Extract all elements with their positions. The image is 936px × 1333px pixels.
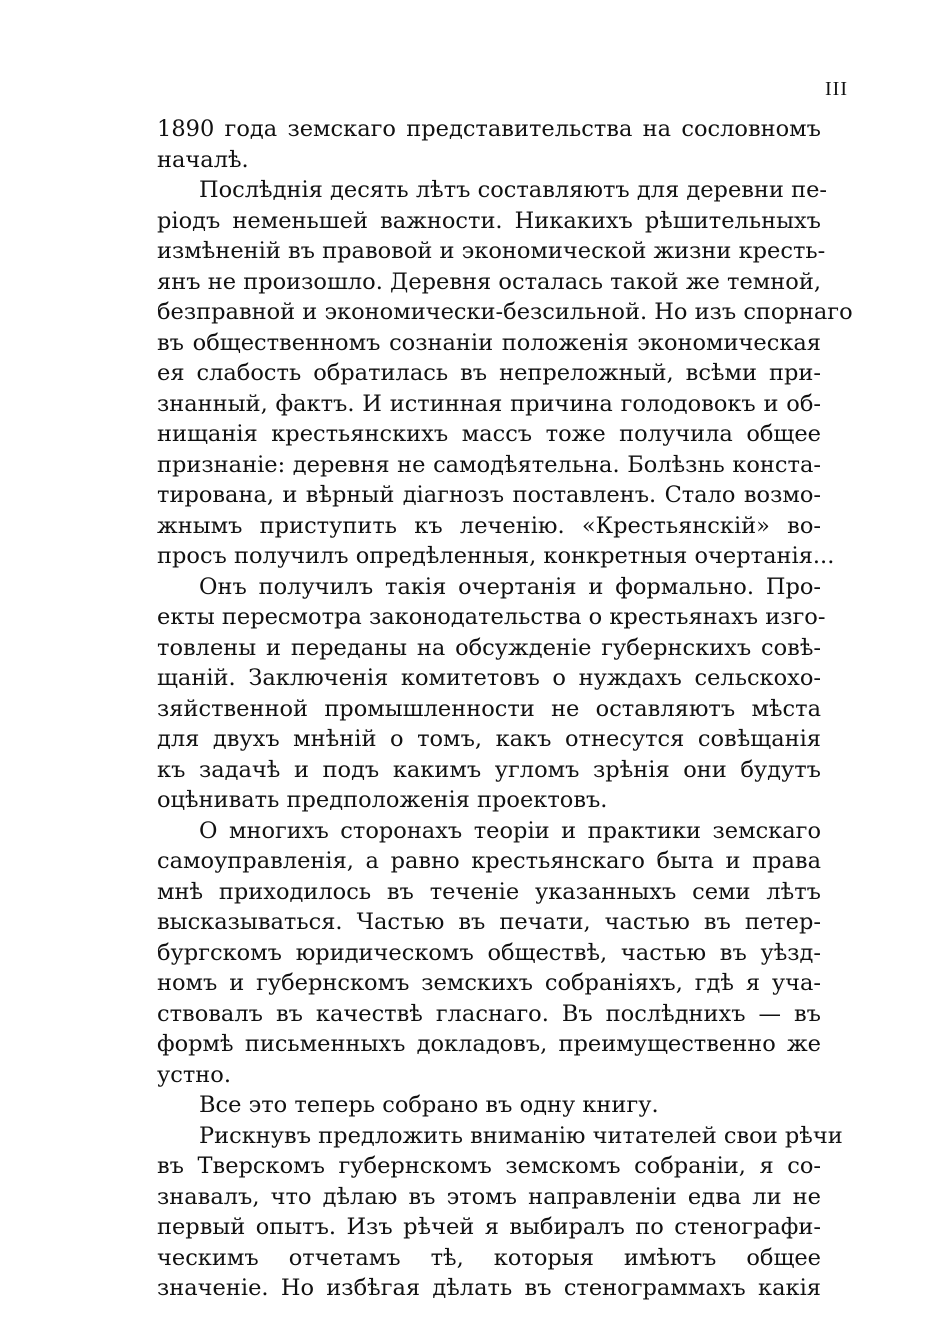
- text-line: ческимъ отчетамъ тѣ, которыя имѣютъ общее: [157, 1244, 821, 1271]
- text-line: первый опытъ. Изъ рѣчей я выбиралъ по стенографи-: [157, 1214, 821, 1240]
- text-line: номъ и губернскомъ земскихъ собраніяхъ, гдѣ я уча-: [157, 970, 821, 996]
- text-line: измѣненій въ правовой и экономической жизни кресть-: [157, 238, 826, 264]
- text-line: жнымъ приступить къ леченію. «Крестьянскій» во-: [157, 512, 821, 539]
- page-number: III: [825, 78, 848, 100]
- text-line: самоуправленія, а равно крестьянскаго быта и права: [157, 848, 821, 874]
- text-line: Все это теперь собрано въ одну книгу.: [199, 1092, 659, 1118]
- text-line: нищанія крестьянскихъ массъ тоже получила общее: [157, 421, 821, 447]
- text-line: для двухъ мнѣній о томъ, какъ отнесутся совѣщанія: [157, 726, 821, 752]
- text-line: зяйственной промышленности не оставляютъ мѣста: [157, 695, 821, 722]
- text-line: формѣ письменныхъ докладовъ, преимущественно же: [157, 1031, 821, 1057]
- text-line: мнѣ приходилось въ теченіе указанныхъ семи лѣтъ: [157, 878, 821, 905]
- text-line: 1890 года земскаго представительства на сословномъ: [157, 116, 821, 142]
- text-line: Послѣднія десять лѣтъ составляютъ для деревни пе-: [199, 177, 827, 203]
- text-line: О многихъ сторонахъ теоріи и практики земскаго: [199, 817, 821, 844]
- text-line: Онъ получилъ такія очертанія и формально. Про-: [199, 573, 821, 600]
- text-line: екты пересмотра законодательства о крестьянахъ изго-: [157, 604, 826, 630]
- text-line: янъ не произошло. Деревня осталась такой же темной,: [157, 268, 821, 295]
- text-line: высказываться. Частью въ печати, частью въ петер-: [157, 909, 821, 935]
- text-line: бургскомъ юридическомъ обществѣ, частью въ уѣзд-: [157, 939, 821, 966]
- text-line: оцѣнивать предположенія проектовъ.: [157, 787, 608, 813]
- text-line: значеніе. Но избѣгая дѣлать въ стенограммахъ какія: [157, 1275, 821, 1301]
- text-line: признаніе: деревня не самодѣятельна. Болѣзнь конста-: [157, 451, 821, 478]
- text-line: товлены и переданы на обсужденіе губернскихъ совѣ-: [157, 634, 821, 661]
- body-text: [157, 114, 853, 1304]
- text-line: Рискнувъ предложить вниманію читателей свои рѣчи: [199, 1122, 843, 1149]
- text-line: въ общественномъ сознаніи положенія экономическая: [157, 329, 821, 356]
- text-line: тирована, и вѣрный діагнозъ поставленъ. Стало возмо-: [157, 482, 821, 508]
- text-line: ствовалъ въ качествѣ гласнаго. Въ послѣднихъ — въ: [157, 1000, 821, 1027]
- text-line: знавалъ, что дѣлаю въ этомъ направленіи едва ли не: [157, 1183, 821, 1210]
- text-line: устно.: [157, 1061, 231, 1088]
- text-line: въ Тверскомъ губернскомъ земскомъ собраніи, я со-: [157, 1153, 821, 1179]
- text-line: ріодъ неменьшей важности. Никакихъ рѣшительныхъ: [157, 207, 821, 234]
- text-line: просъ получилъ опредѣленныя, конкретныя очертанія...: [157, 543, 835, 569]
- text-line: знанный, фактъ. И истинная причина голодовокъ и об-: [157, 390, 821, 417]
- text-line: ея слабость обратилась въ непреложный, всѣми при-: [157, 360, 821, 386]
- text-line: щаній. Заключенія комитетовъ о нуждахъ сельскохо-: [157, 665, 821, 691]
- text-line: началѣ.: [157, 146, 249, 173]
- text-line: къ задачѣ и подъ какимъ угломъ зрѣнія они будутъ: [157, 756, 821, 783]
- text-line: безправной и экономически-безсильной. Но изъ спорнаго: [157, 299, 853, 325]
